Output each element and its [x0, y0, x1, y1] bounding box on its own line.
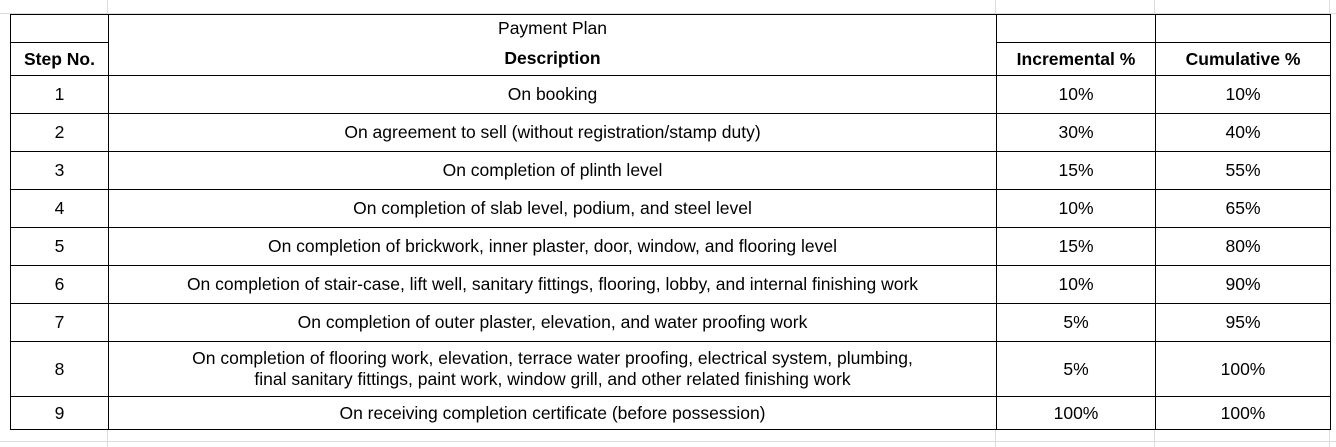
step-cell[interactable]: 4 [11, 190, 109, 228]
table-row [11, 228, 1331, 266]
table-row [11, 304, 1331, 342]
step-cell[interactable]: 8 [11, 342, 109, 397]
header-step[interactable]: Step No. [11, 43, 109, 76]
cumulative-cell[interactable]: 95% [1156, 304, 1331, 342]
blank-cell[interactable] [1156, 15, 1331, 43]
description-cell[interactable]: On completion of outer plaster, elevation, and water proofing work [109, 304, 997, 342]
cumulative-cell[interactable]: 65% [1156, 190, 1331, 228]
blank-cell[interactable] [997, 15, 1156, 43]
sheet-gridline [0, 441, 1336, 442]
incremental-cell[interactable]: 10% [997, 266, 1156, 304]
step-cell[interactable]: 9 [11, 397, 109, 430]
incremental-cell[interactable]: 10% [997, 76, 1156, 114]
step-cell[interactable]: 5 [11, 228, 109, 266]
cumulative-cell[interactable]: 100% [1156, 397, 1331, 430]
step-cell[interactable]: 1 [11, 76, 109, 114]
header-incremental[interactable]: Incremental % [997, 43, 1156, 76]
step-cell[interactable]: 7 [11, 304, 109, 342]
description-cell[interactable]: On completion of stair-case, lift well, sanitary fittings, flooring, lobby, and internal finishing work [109, 266, 997, 304]
header-description[interactable]: Description [109, 43, 997, 76]
incremental-cell[interactable]: 15% [997, 228, 1156, 266]
header-cumulative[interactable]: Cumulative % [1156, 43, 1331, 76]
cumulative-cell[interactable]: 80% [1156, 228, 1331, 266]
table-row [11, 76, 1331, 114]
cumulative-cell[interactable]: 90% [1156, 266, 1331, 304]
header-row [11, 43, 1331, 76]
description-cell[interactable] [109, 342, 997, 397]
table-row [11, 152, 1331, 190]
step-cell[interactable]: 3 [11, 152, 109, 190]
table-row [11, 190, 1331, 228]
incremental-cell[interactable]: 100% [997, 397, 1156, 430]
incremental-cell[interactable]: 10% [997, 190, 1156, 228]
payment-plan-table [10, 14, 1331, 430]
cumulative-cell[interactable]: 40% [1156, 114, 1331, 152]
description-cell[interactable]: On completion of slab level, podium, and steel level [109, 190, 997, 228]
description-cell[interactable]: On completion of brickwork, inner plaster, door, window, and flooring level [109, 228, 997, 266]
table-row [11, 114, 1331, 152]
cumulative-cell[interactable]: 10% [1156, 76, 1331, 114]
table-row [11, 266, 1331, 304]
description-cell[interactable]: On receiving completion certificate (before possession) [109, 397, 997, 430]
description-line: final sanitary fittings, paint work, window grill, and other related finishing work [254, 369, 851, 389]
cumulative-cell[interactable]: 100% [1156, 342, 1331, 397]
table-title[interactable]: Payment Plan [109, 15, 997, 43]
table-row [11, 342, 1331, 397]
description-cell[interactable]: On booking [109, 76, 997, 114]
incremental-cell[interactable]: 5% [997, 304, 1156, 342]
blank-cell[interactable] [11, 15, 109, 43]
description-cell[interactable]: On agreement to sell (without registration/stamp duty) [109, 114, 997, 152]
incremental-cell[interactable]: 5% [997, 342, 1156, 397]
step-cell[interactable]: 6 [11, 266, 109, 304]
table-row [11, 397, 1331, 430]
description-line: On completion of flooring work, elevation, terrace water proofing, electrical system, plumbing, [192, 348, 913, 368]
step-cell[interactable]: 2 [11, 114, 109, 152]
description-cell[interactable]: On completion of plinth level [109, 152, 997, 190]
cumulative-cell[interactable]: 55% [1156, 152, 1331, 190]
incremental-cell[interactable]: 15% [997, 152, 1156, 190]
incremental-cell[interactable]: 30% [997, 114, 1156, 152]
title-row [11, 15, 1331, 43]
